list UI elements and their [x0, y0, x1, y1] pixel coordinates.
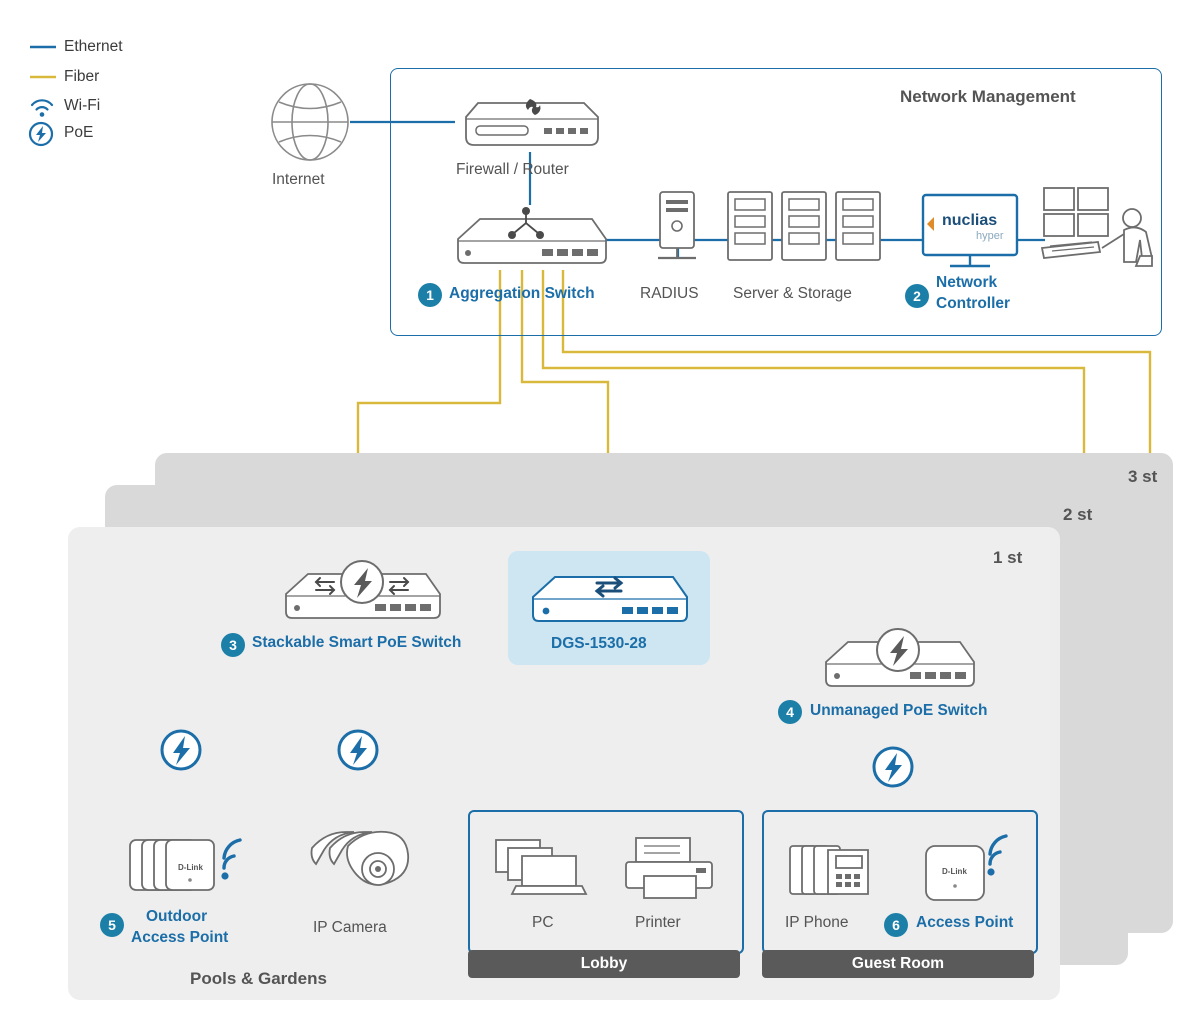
network-management-title: Network Management — [900, 87, 1076, 106]
printer-icon — [622, 832, 722, 902]
pc-label: PC — [532, 914, 554, 931]
floor-1-label: 1 st — [993, 548, 1023, 567]
poe-badge-outdoor-ap — [159, 728, 203, 772]
ip-camera-icon — [308, 826, 414, 902]
internet-label: Internet — [272, 171, 325, 188]
fiber-line-icon — [28, 68, 58, 86]
network-controller-label-line1: Network — [936, 274, 998, 291]
access-point-icon — [918, 826, 1024, 904]
firewall-router-label: Firewall / Router — [456, 161, 569, 178]
legend-label-ethernet: Ethernet — [64, 38, 123, 55]
unmanaged-poe-switch-icon — [820, 628, 978, 690]
aggregation-switch-icon — [452, 205, 610, 267]
ip-camera-label: IP Camera — [313, 919, 387, 936]
aggregation-switch-label: Aggregation Switch — [449, 285, 595, 302]
badge-network-controller: 2 — [905, 284, 929, 308]
ip-phone-label: IP Phone — [785, 914, 849, 931]
outdoor-access-point-label-line1: Outdoor — [146, 908, 208, 925]
svg-text:nuclias: nuclias — [942, 212, 998, 229]
legend-label-wifi: Wi-Fi — [64, 97, 101, 114]
badge-aggregation-switch: 1 — [418, 283, 442, 307]
badge-stackable-switch: 3 — [221, 633, 245, 657]
pc-icon — [490, 832, 600, 902]
legend-label-fiber: Fiber — [64, 68, 100, 85]
zone-pools-label: Pools & Gardens — [190, 969, 327, 988]
firewall-router-icon — [452, 95, 610, 153]
zone-guest-room-label: Guest Room — [762, 950, 1034, 978]
outdoor-access-point-label-line2: Access Point — [131, 929, 229, 946]
access-point-label: Access Point — [916, 914, 1014, 931]
poe-icon — [28, 121, 54, 147]
floor-2-label: 2 st — [1063, 505, 1093, 524]
network-controller-label-line2: Controller — [936, 295, 1011, 312]
zone-lobby-label: Lobby — [468, 950, 740, 978]
badge-access-point: 6 — [884, 913, 908, 937]
dgs1530-28-label: DGS-1530-28 — [551, 635, 647, 652]
svg-text:hyper: hyper — [976, 230, 1004, 242]
dgs1530-28-icon — [527, 563, 692, 625]
floor-3-label: 3 st — [1128, 467, 1158, 486]
legend-label-poe: PoE — [64, 124, 94, 141]
internet-icon — [270, 82, 350, 162]
ethernet-line-icon — [28, 38, 58, 56]
outdoor-access-point-icon — [128, 828, 258, 906]
poe-badge-ip-camera — [336, 728, 380, 772]
network-controller-icon — [920, 193, 1020, 271]
stackable-smart-poe-switch-icon — [280, 560, 445, 622]
printer-label: Printer — [635, 914, 681, 931]
unmanaged-poe-switch-label: Unmanaged PoE Switch — [810, 702, 988, 719]
wifi-icon — [30, 96, 56, 118]
server-storage-icon — [726, 190, 886, 268]
radius-server-icon — [652, 190, 706, 268]
poe-badge-access-point — [871, 745, 915, 789]
badge-unmanaged-switch: 4 — [778, 700, 802, 724]
ip-phone-icon — [786, 832, 882, 904]
badge-outdoor-ap: 5 — [100, 913, 124, 937]
svg-text:D-Link: D-Link — [178, 863, 203, 872]
admin-workstation-icon — [1040, 186, 1170, 272]
svg-text:D-Link: D-Link — [942, 867, 967, 876]
stackable-smart-poe-switch-label: Stackable Smart PoE Switch — [252, 634, 462, 651]
radius-label: RADIUS — [640, 285, 699, 302]
server-storage-label: Server & Storage — [733, 285, 852, 302]
